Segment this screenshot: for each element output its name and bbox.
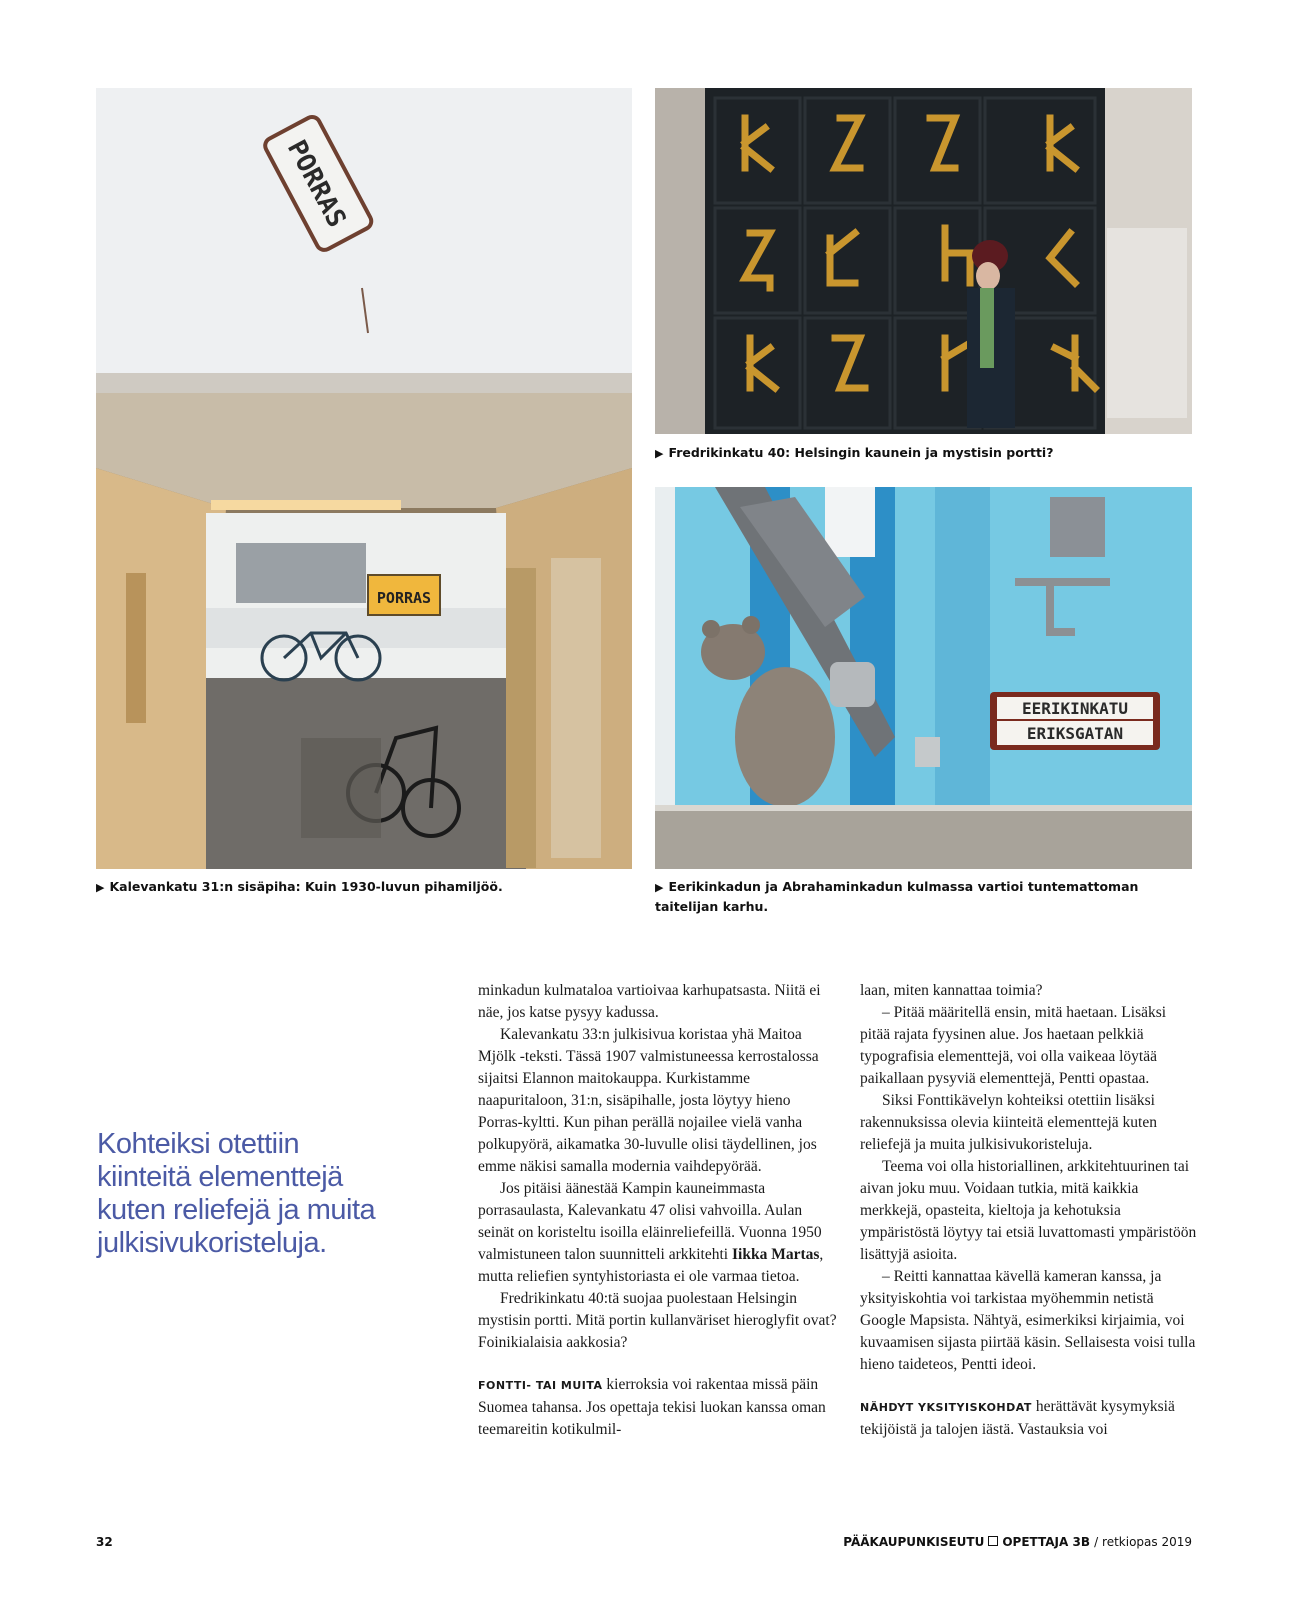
caption-black-gate-text: Fredrikinkatu 40: Helsingin kaunein ja mystisin portti? <box>668 445 1054 460</box>
column2-paragraph <box>860 1396 1200 1441</box>
porras-sign-text: PORRAS <box>280 135 352 233</box>
column2-paragraph: – Reitti kannattaa kävellä kameran kanssa, ja yksityiskohtia voi tarkistaa myöhemmin netistä Google Mapsista. Nähtyä, esimerkiksi kirjaimia, voi kuvaamisen sijasta piirtää käsin. Sellaisesta voisi tulla hieno taideteos, Pentti ideoi. <box>860 1268 1196 1373</box>
photo-bear-statue <box>655 487 1192 869</box>
pull-quote: Kohteiksi otettiin kiinteitä elementtejä kuten reliefejä ja muita julkisivukoristeluja. <box>97 1128 376 1259</box>
caption-courtyard <box>96 877 632 897</box>
street-sign-line1: EERIKINKATU <box>1022 699 1128 718</box>
column2-text: herättävät kysymyksiä tekijöistä ja talojen iästä. Vastauksia voi <box>860 1398 1175 1438</box>
photo-courtyard-passage <box>96 88 632 869</box>
column1-paragraph: Kalevankatu 33:n julkisivua koristaa yhä Maitoa Mjölk -teksti. Tässä 1907 valmistuneessa kerrostalossa sijaitsi Elannon maitokauppa. Kurkistamme naapuritaloon, 31:n, sisäpihalle, josta löytyy hieno Porras-kyltti. Kun pihan perällä nojailee vielä vanha polkupyörä, aikamatka 30-luvulle olisi täydellinen, jos emme näkisi samalla modernia vaihdepyörää. <box>478 1026 819 1175</box>
caption-arrow-icon: ▶ <box>655 881 664 894</box>
caption-courtyard-text: Kalevankatu 31:n sisäpiha: Kuin 1930-luvun pihamiljöö. <box>109 879 503 894</box>
section-lead: FONTTI- TAI MUITA <box>478 1379 603 1392</box>
column1-text: kierroksia voi rakentaa missä päin Suomea tahansa. Jos opettaja tekisi luokan kanssa oman teemareitin kotikulmil- <box>478 1376 826 1438</box>
footer-issue: / retkiopas 2019 <box>1094 1535 1192 1549</box>
footer-region: PÄÄKAUPUNKISEUTU <box>843 1535 985 1549</box>
column2-paragraph: Teema voi olla historiallinen, arkkitehtuurinen tai aivan joku muu. Voidaan tutkia, mitä kaikkia merkkejä, opasteita, kieltoja ja kehotuksia ympäristöstä löytyy tai etsiä luvattomasti ympäristöön lisättyjä asioita. <box>860 1158 1197 1263</box>
body-column-2 <box>860 980 1200 1441</box>
footer-magazine: OPETTAJA 3B <box>1002 1535 1090 1549</box>
column1-paragraph <box>478 1178 838 1288</box>
street-sign-line2: ERIKSGATAN <box>1026 724 1124 743</box>
caption-bear-statue <box>655 877 1155 916</box>
porras-sign-small-text: PORRAS <box>376 589 432 607</box>
footer-publication <box>843 1535 1192 1549</box>
section-lead: NÄHDYT YKSITYISKOHDAT <box>860 1401 1032 1414</box>
column1-text: Jos pitäisi äänestää Kampin kauneimmasta porrasaulasta, Kalevankatu 47 olisi vahvoilla. Aulan seinät on koristeltu isoilla eläinreliefeillä. Vuonna 1950 valmistuneen talon suunnitteli arkkitehti <box>478 1180 822 1263</box>
column2-paragraph: – Pitää määritellä ensin, mitä haetaan. Lisäksi pitää rajata fyysinen alue. Jos haetaan pelkkiä typografisia elementtejä, voi olla vaikeaa löytää paikallaan pysyviä elementtejä, Pentti opastaa. <box>860 1004 1167 1087</box>
column1-paragraph <box>478 1374 838 1441</box>
caption-black-gate <box>655 443 1192 463</box>
column1-text: , mutta reliefien syntyhistoriasta ei ole varmaa tietoa. <box>478 1246 824 1285</box>
architect-name: Iikka Martas <box>731 1246 820 1263</box>
column2-paragraph: laan, miten kannattaa toimia? <box>860 982 1043 999</box>
body-column-1 <box>478 980 838 1441</box>
column1-paragraph: Fredrikinkatu 40:tä suojaa puolestaan Helsingin mystisin portti. Mitä portin kullanväriset hieroglyfit ovat? Foinikialaisia aakkosia? <box>478 1290 837 1351</box>
page-number: 32 <box>96 1535 113 1549</box>
column1-paragraph: minkadun kulmataloa vartioivaa karhupatsasta. Niitä ei näe, jos katse pysyy kadussa. <box>478 982 821 1021</box>
square-icon <box>988 1536 998 1546</box>
caption-bear-statue-text: Eerikinkadun ja Abrahaminkadun kulmassa vartioi tuntemattoman taitelijan karhu. <box>655 879 1139 914</box>
caption-arrow-icon: ▶ <box>96 881 105 894</box>
photo-black-gate <box>655 88 1192 434</box>
column2-paragraph: Siksi Fonttikävelyn kohteiksi otettiin lisäksi rakennuksissa olevia kiinteitä elementtejä kuten reliefejä ja muita julkisivukoristeluja. <box>860 1092 1157 1153</box>
caption-arrow-icon: ▶ <box>655 447 664 460</box>
